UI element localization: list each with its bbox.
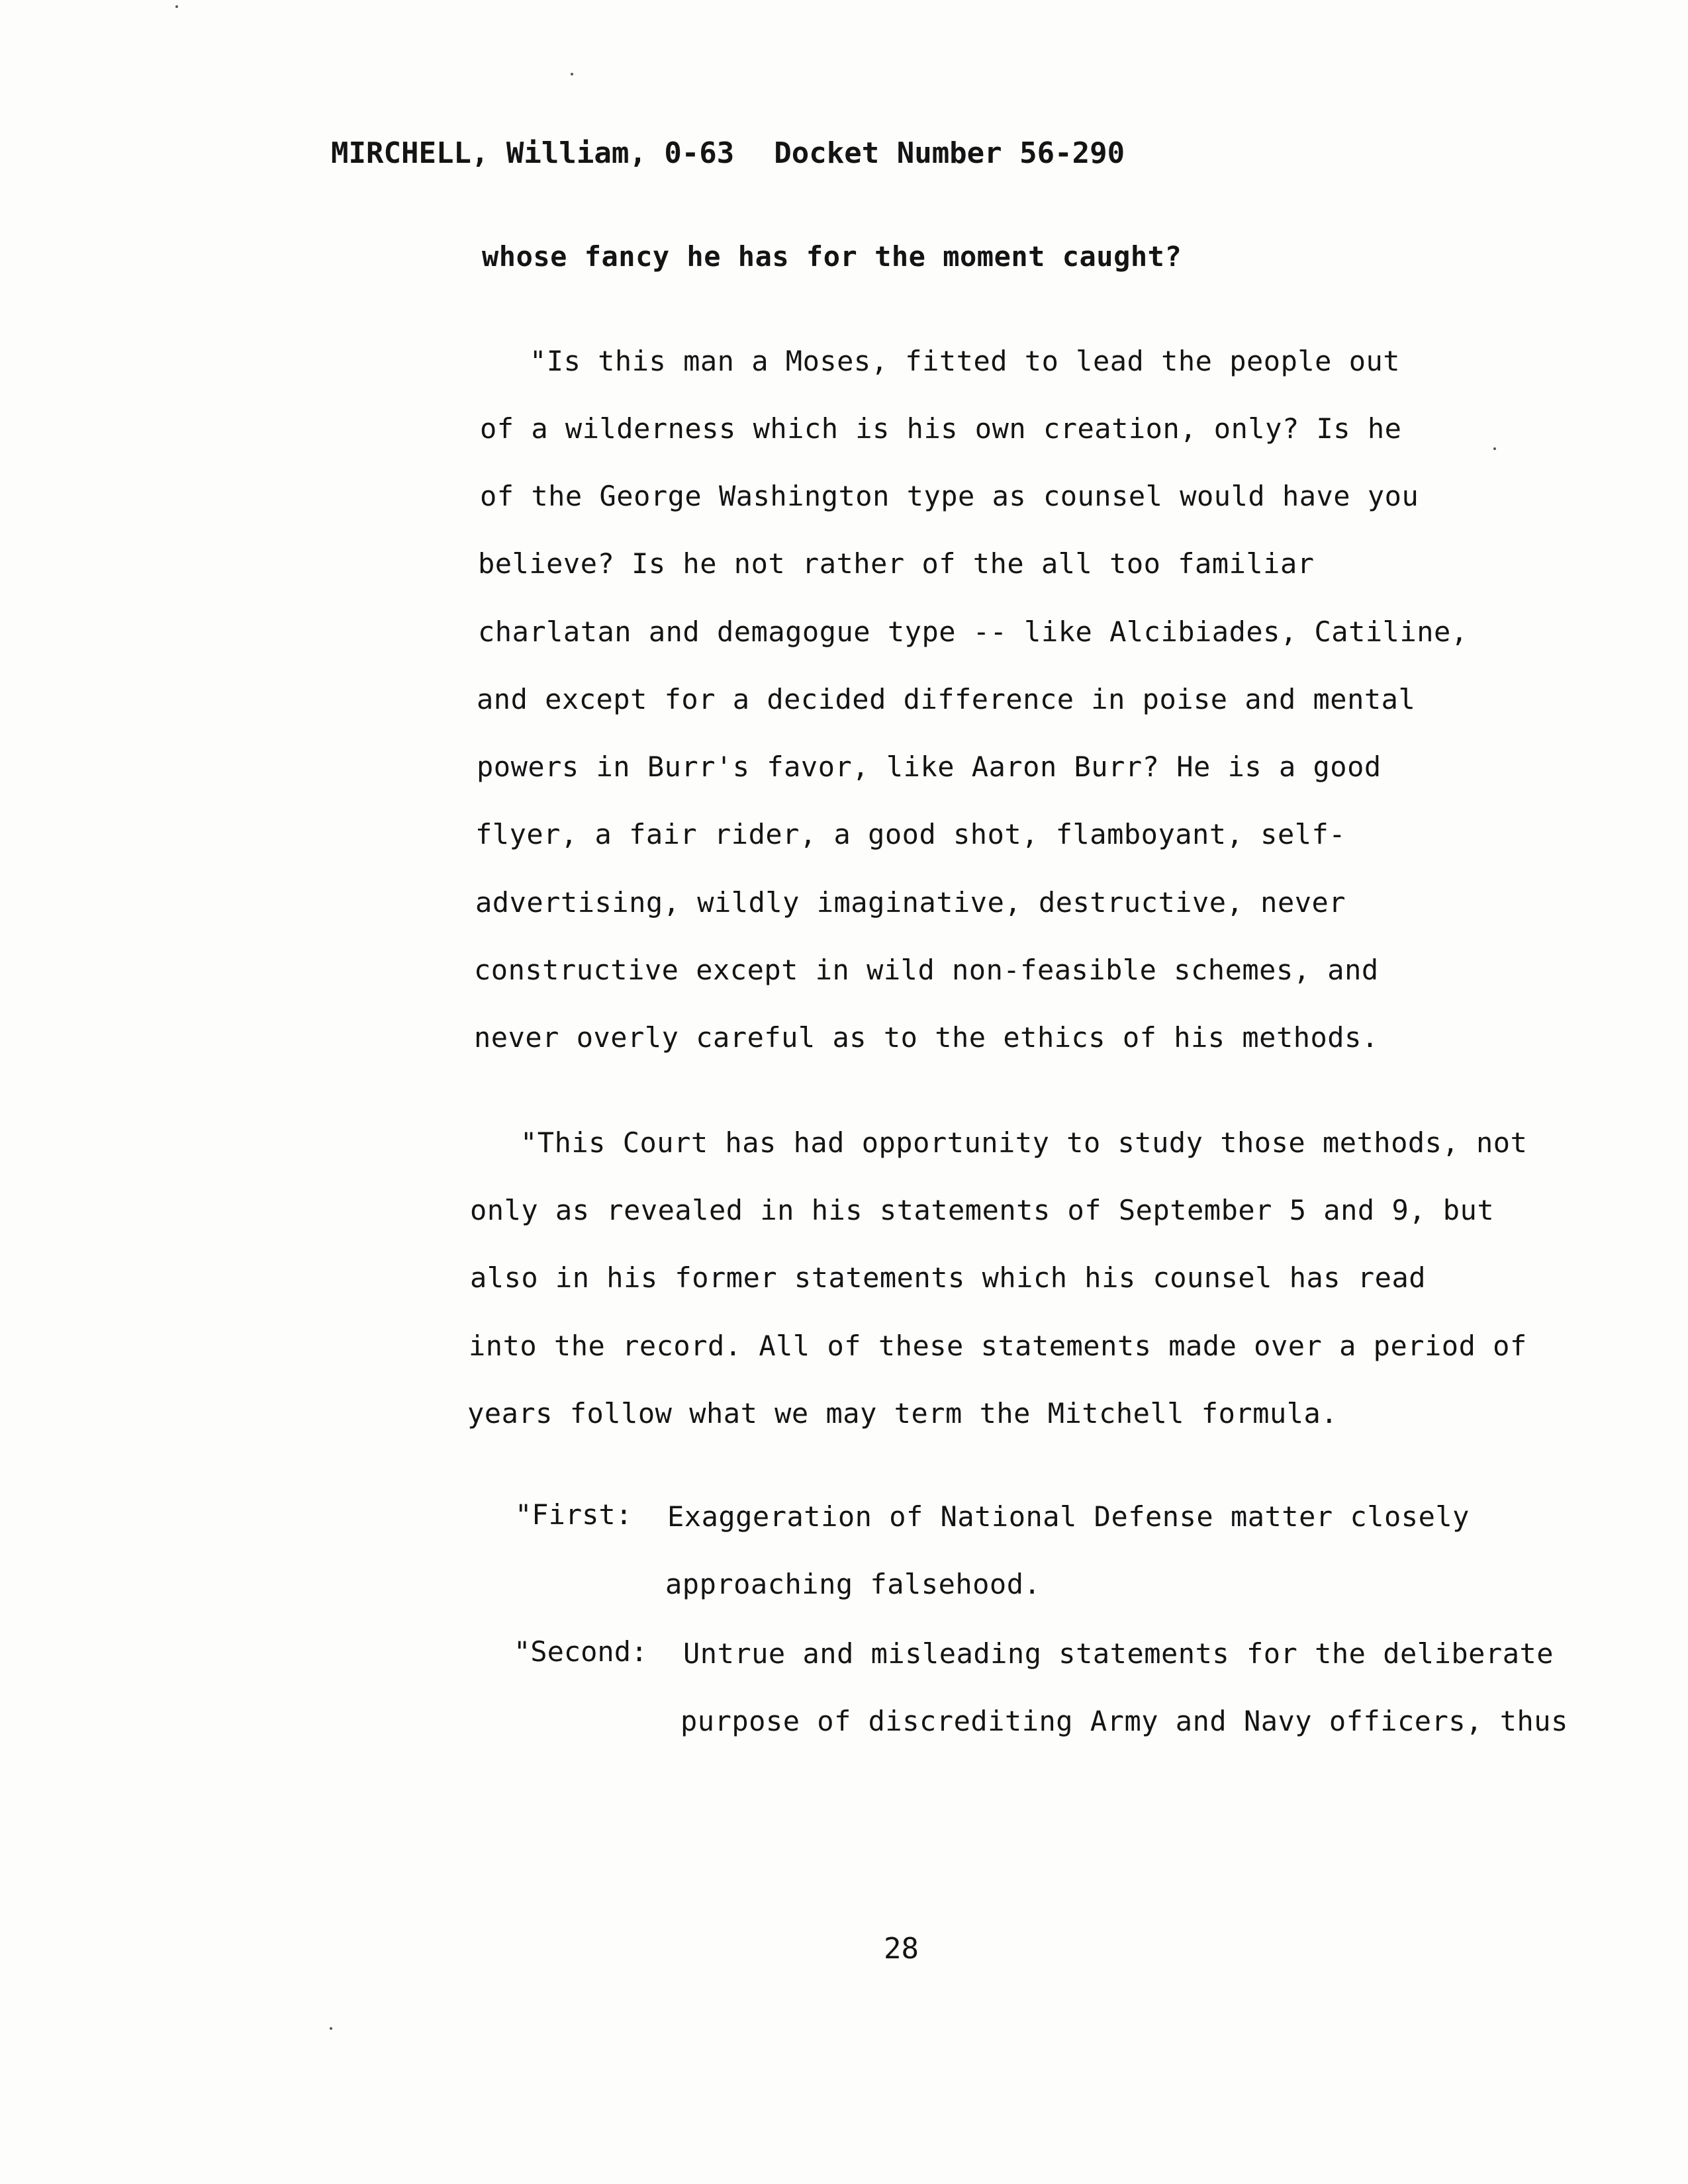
text-line: whose fancy he has for the moment caught? [482, 240, 1182, 273]
text-line: and except for a decided difference in poise and mental [477, 683, 1416, 715]
case-name: MIRCHELL, William, 0-63 [331, 136, 735, 170]
scan-speck [571, 73, 573, 75]
text-line: powers in Burr's favor, like Aaron Burr? He is a good [477, 751, 1382, 783]
text-line: "This Court has had opportunity to study those methods, not [520, 1126, 1528, 1159]
text-line: believe? Is he not rather of the all too familiar [478, 547, 1315, 580]
text-line: into the record. All of these statements made over a period of [469, 1330, 1527, 1362]
scan-speck [1493, 447, 1496, 450]
text-line: also in his former statements which his counsel has read [470, 1261, 1427, 1294]
text-line: charlatan and demagogue type -- like Alcibiades, Catiline, [478, 615, 1468, 648]
text-line: of a wilderness which is his own creation, only? Is he [480, 412, 1402, 445]
scan-speck [175, 5, 178, 8]
text-line: flyer, a fair rider, a good shot, flamboyant, self- [475, 818, 1346, 850]
text-line: only as revealed in his statements of September 5 and 9, but [470, 1194, 1495, 1226]
list-item-line: approaching falsehood. [665, 1568, 1041, 1600]
docket-number: Docket Number 56-290 [774, 136, 1125, 170]
text-line: "Is this man a Moses, fitted to lead the people out [530, 345, 1401, 377]
text-line: advertising, wildly imaginative, destructive, never [475, 886, 1346, 919]
scan-speck [330, 2027, 332, 2030]
page-number: 28 [884, 1932, 919, 1966]
text-line: of the George Washington type as counsel would have you [480, 480, 1419, 512]
list-item-line: Untrue and misleading statements for the deliberate [683, 1637, 1554, 1670]
document-header [331, 136, 1164, 171]
list-item-label: "First: [515, 1498, 633, 1531]
list-item-label: "Second: [514, 1635, 648, 1668]
text-line: constructive except in wild non-feasible schemes, and [474, 954, 1379, 986]
text-line: never overly careful as to the ethics of his methods. [474, 1021, 1379, 1054]
list-item-line: Exaggeration of National Defense matter closely [667, 1500, 1470, 1533]
list-item-line: purpose of discrediting Army and Navy officers, thus [680, 1705, 1568, 1737]
text-line: years follow what we may term the Mitchell formula. [467, 1397, 1338, 1430]
